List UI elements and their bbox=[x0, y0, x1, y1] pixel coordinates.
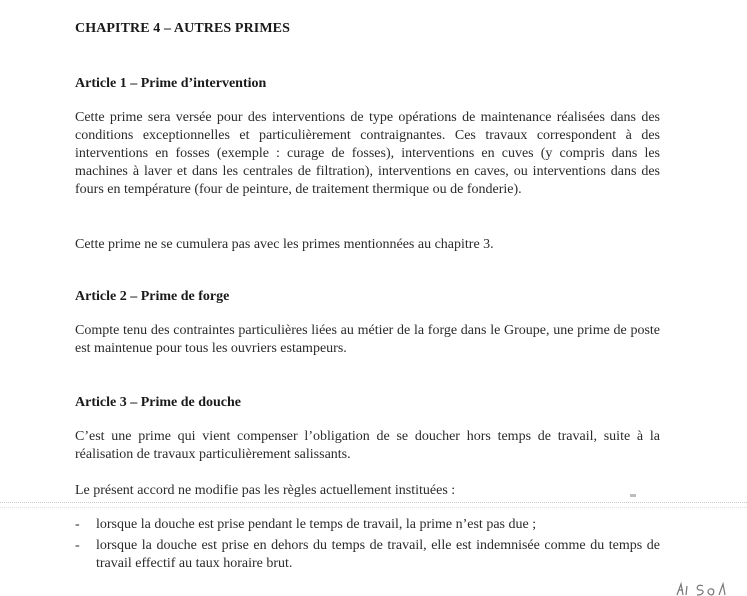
article-3-paragraph-2: Le présent accord ne modifie pas les règles actuellement instituées : bbox=[75, 483, 456, 498]
article-2-paragraph-1: Compte tenu des contraintes particulières liées au métier de la forge dans le Groupe, une prime de poste est maintenue pour tous les ouvriers estampeurs. bbox=[75, 323, 660, 356]
bullet-dash: - bbox=[75, 538, 80, 553]
list-item-text: lorsque la douche est prise en dehors du temps de travail, elle est indemnisée comme du temps de travail effectif au taux horaire brut. bbox=[96, 538, 660, 571]
article-2-title: Article 2 – Prime de forge bbox=[75, 289, 230, 304]
article-3-title: Article 3 – Prime de douche bbox=[75, 395, 242, 410]
scan-artifact-line bbox=[0, 502, 747, 503]
list-item bbox=[75, 516, 660, 534]
article-1-title: Article 1 – Prime d’intervention bbox=[75, 76, 267, 91]
scan-artifact-line bbox=[0, 507, 747, 508]
handwritten-initials bbox=[673, 578, 733, 596]
list-item-text: lorsque la douche est prise pendant le temps de travail, la prime n’est pas due ; bbox=[96, 517, 537, 532]
rules-list bbox=[75, 516, 660, 576]
chapter-title: CHAPITRE 4 – AUTRES PRIMES bbox=[75, 21, 290, 36]
bullet-dash: - bbox=[75, 517, 80, 532]
scan-artifact-mark bbox=[630, 494, 636, 497]
article-3-paragraph-1: C’est une prime qui vient compenser l’obligation de se doucher hors temps de travail, suite à la réalisation de travaux particulièrement salissants. bbox=[75, 429, 660, 462]
article-1-paragraph-1: Cette prime sera versée pour des interventions de type opérations de maintenance réalisées dans des conditions exceptionnelles et particulièrement contraignantes. Ces travaux correspondent à des interventions en fosses (exemple : curage de fosses), interventions en cuves (y compris dans les machines à laver et dans les centrales de filtration), interventions en caves, ou interventions dans des fours en température (four de peinture, de traitement thermique ou de fonderie). bbox=[75, 110, 660, 197]
article-1-paragraph-2: Cette prime ne se cumulera pas avec les primes mentionnées au chapitre 3. bbox=[75, 237, 494, 252]
list-item bbox=[75, 537, 660, 573]
